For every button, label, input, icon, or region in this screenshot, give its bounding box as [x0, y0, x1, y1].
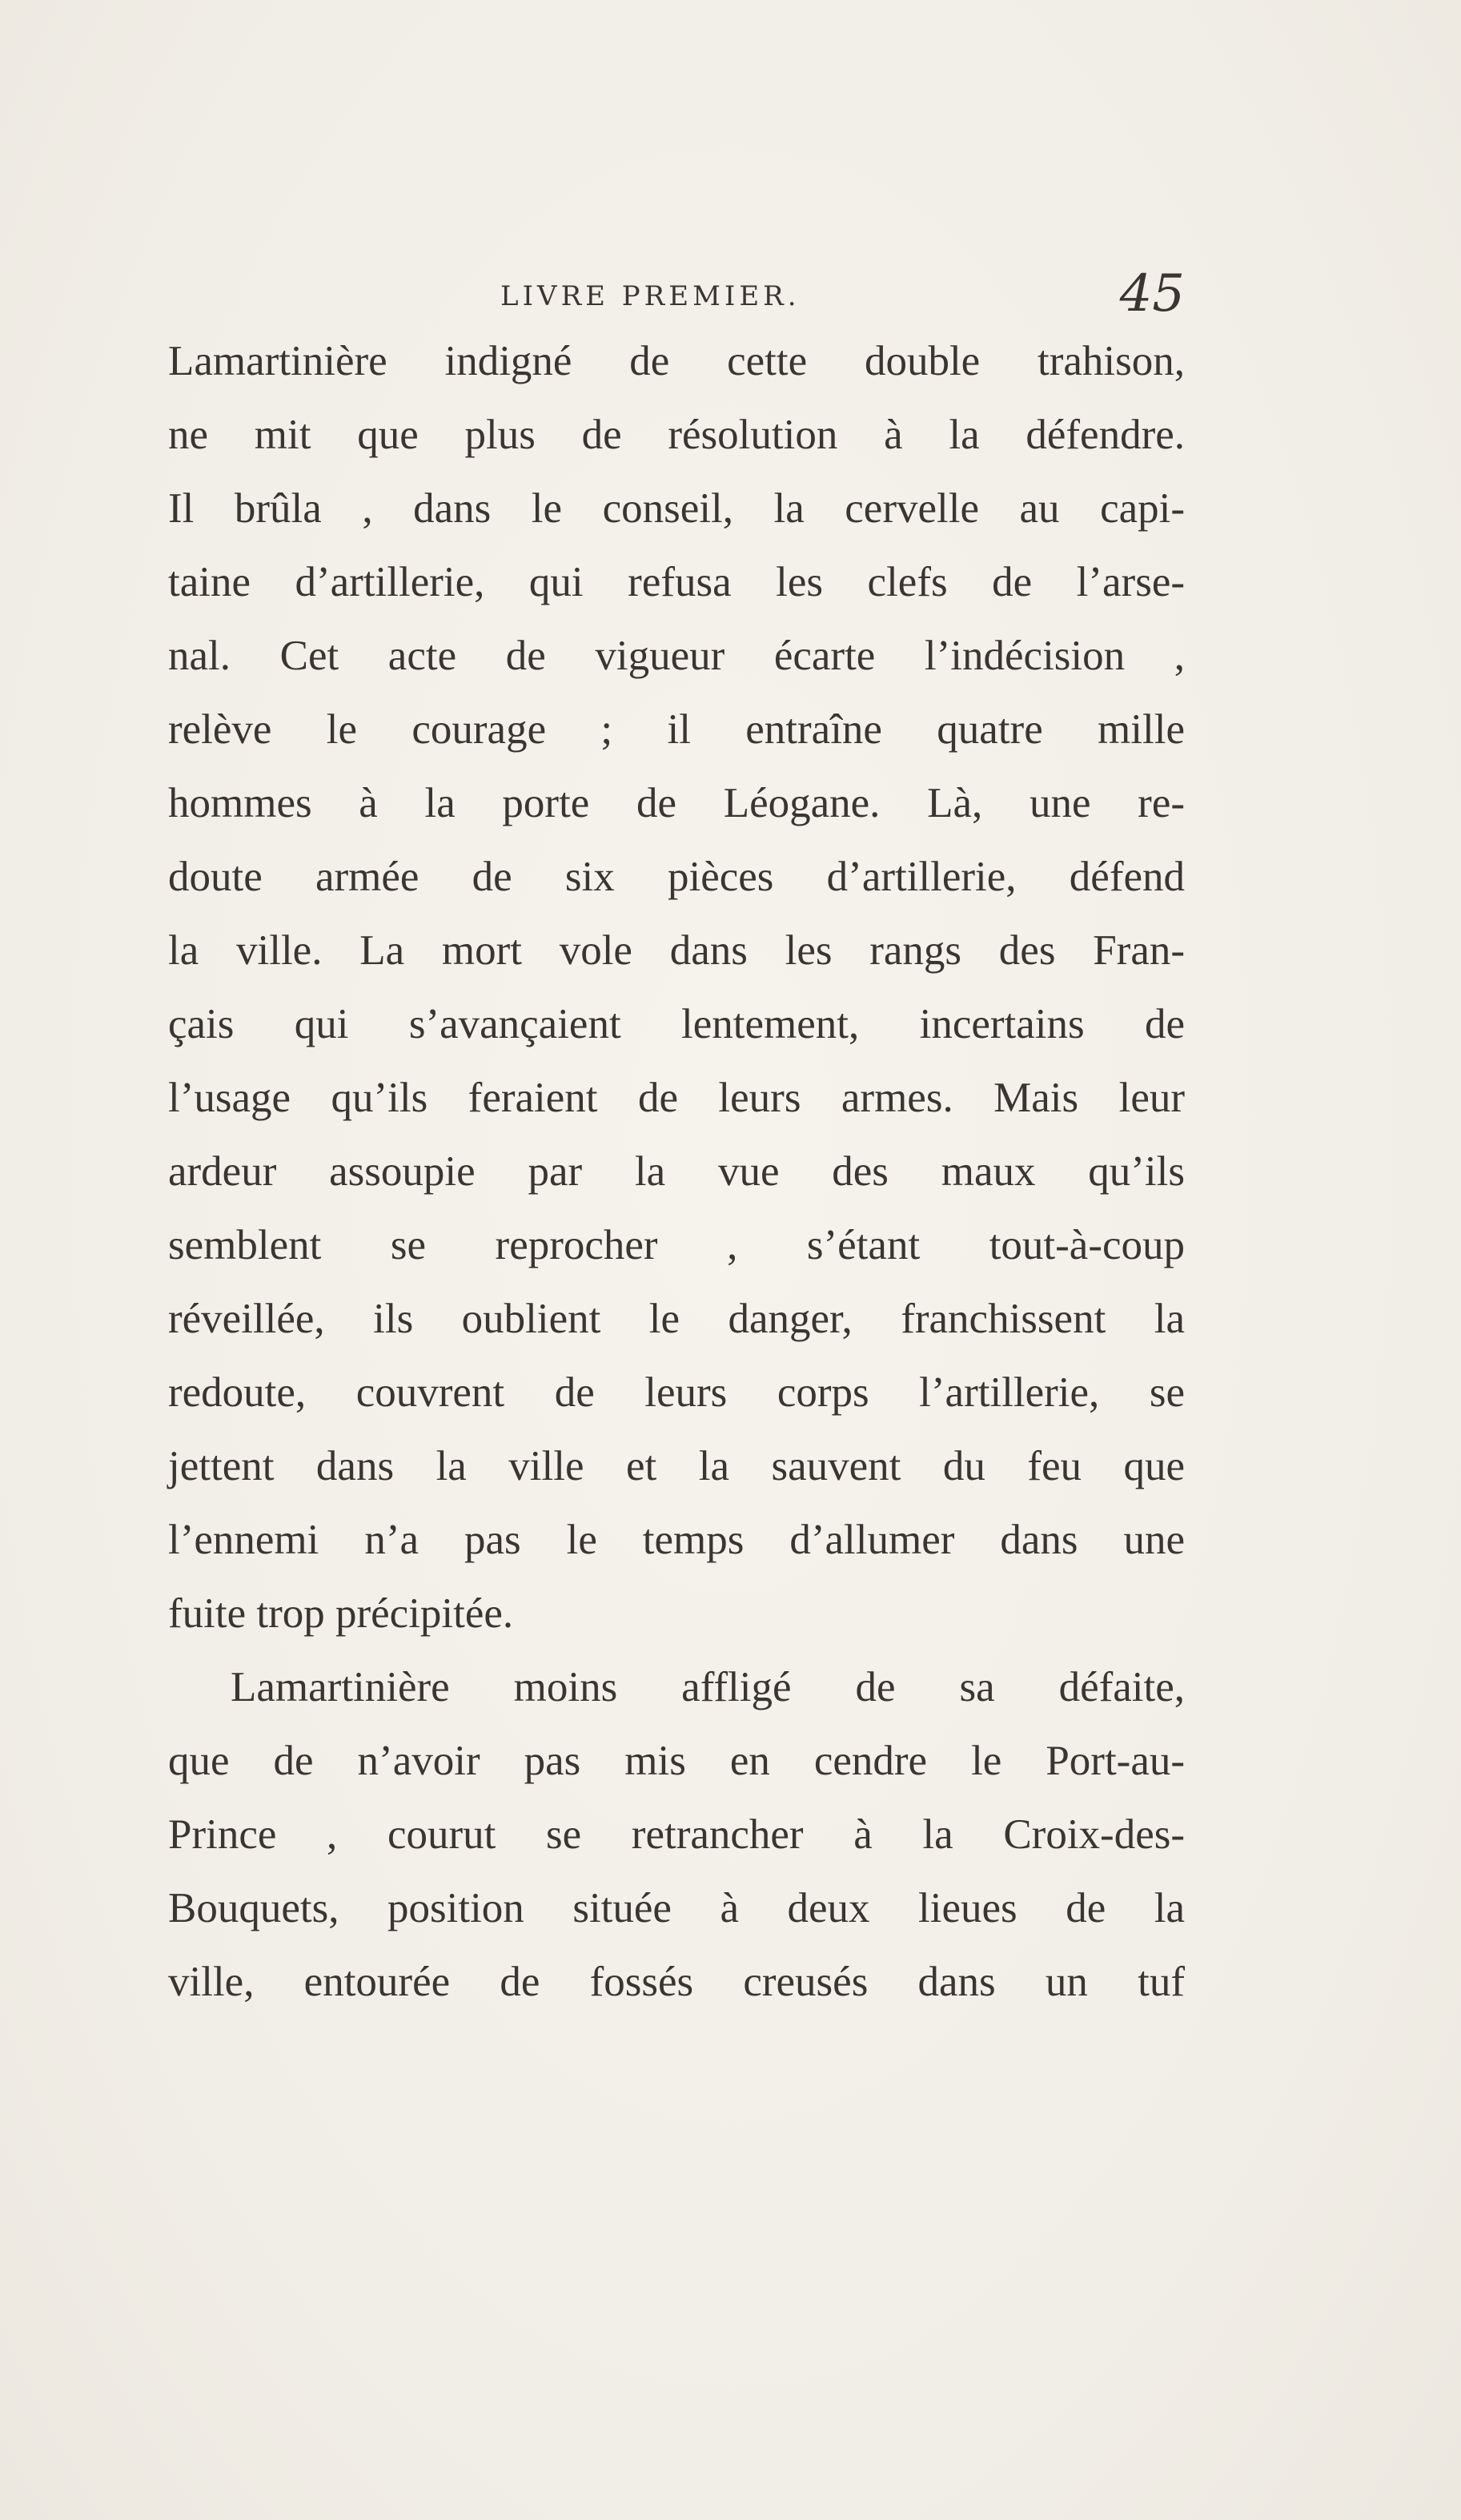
text-line: ardeur assoupie par la vue des maux qu’ils	[168, 1148, 1185, 1195]
text-line: semblent se reprocher , s’étant tout-à-coup	[168, 1222, 1185, 1268]
text-line: l’ennemi n’a pas le temps d’allumer dans une	[168, 1517, 1185, 1563]
text-line: hommes à la porte de Léogane. Là, une re-	[168, 780, 1185, 826]
text-line: Bouquets, position située à deux lieues de la	[168, 1885, 1185, 1931]
text-line: réveillée, ils oublient le danger, franchissent la	[168, 1296, 1185, 1342]
text-line: taine d’artillerie, qui refusa les clefs de l’arse-	[168, 559, 1185, 605]
text-line: nal. Cet acte de vigueur écarte l’indécision ,	[168, 633, 1185, 679]
text-line: Prince , courut se retrancher à la Croix-des-	[168, 1811, 1185, 1858]
text-line: ne mit que plus de résolution à la défendre.	[168, 412, 1185, 458]
text-line: l’usage qu’ils feraient de leurs armes. Mais leur	[168, 1075, 1185, 1121]
text-line: Lamartinière indigné de cette double trahison,	[168, 338, 1185, 384]
paragraph	[168, 324, 1185, 1650]
text-line: doute armée de six pièces d’artillerie, défend	[168, 854, 1185, 900]
text-line: que de n’avoir pas mis en cendre le Port-au-	[168, 1738, 1185, 1784]
text-line: çais qui s’avançaient lentement, incertains de	[168, 1001, 1185, 1047]
text-line: Lamartinière moins affligé de sa défaite,	[231, 1664, 1185, 1710]
text-line: ville, entourée de fossés creusés dans un tuf	[168, 1959, 1185, 2005]
body-text	[168, 324, 1185, 2019]
running-head	[168, 264, 1185, 327]
paragraph	[168, 1650, 1185, 2019]
page-number: 45	[1119, 264, 1185, 324]
text-line: redoute, couvrent de leurs corps l’artillerie, se	[168, 1369, 1185, 1416]
text-line: relève le courage ; il entraîne quatre mille	[168, 706, 1185, 753]
text-line: Il brûla , dans le conseil, la cervelle au capi-	[168, 485, 1185, 532]
text-line: fuite trop précipitée.	[168, 1590, 514, 1637]
text-line: la ville. La mort vole dans les rangs des Fran-	[168, 927, 1185, 974]
text-line: jettent dans la ville et la sauvent du feu que	[168, 1443, 1185, 1489]
running-title: LIVRE PREMIER.	[500, 280, 801, 312]
